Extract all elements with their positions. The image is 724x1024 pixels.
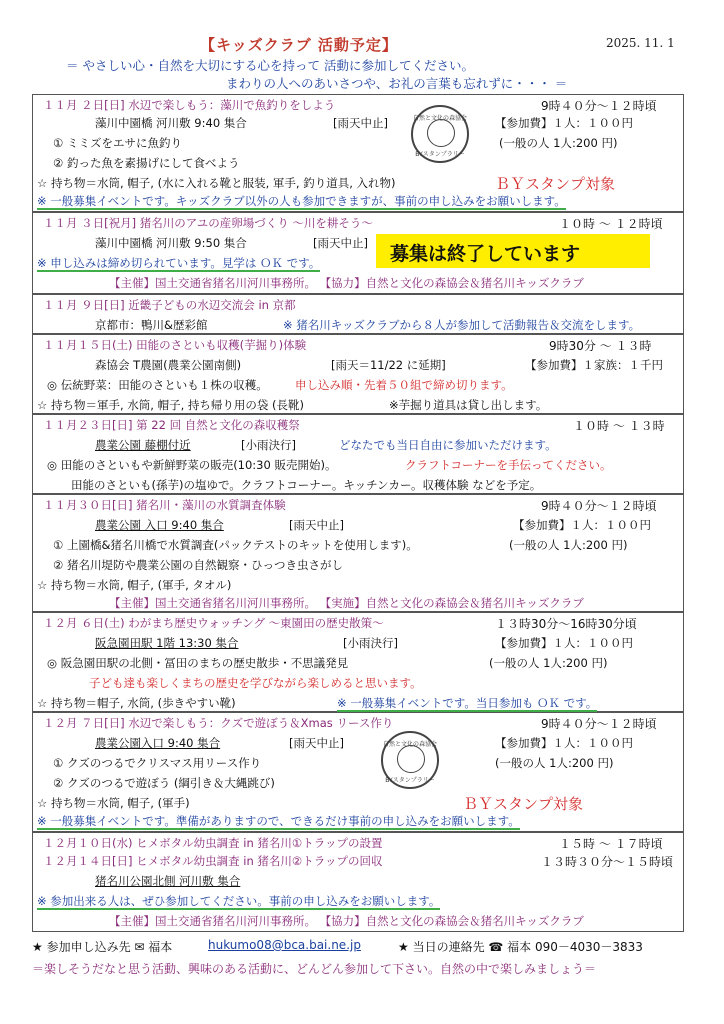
- event-nov-30: [32, 494, 684, 612]
- event-time: 9時４０分～１２時頃: [541, 99, 657, 113]
- event-item-1-red: 申し込み順・先着５０組で締め切ります。: [295, 378, 513, 392]
- event-note: ※ 一般募集イベントです。準備がありますので、できるだけ事前の申し込みをお願いします。: [37, 814, 520, 828]
- event-note: ※ 猪名川キッズクラブから８人が参加して活動報告＆交流をします。: [283, 318, 641, 332]
- event-fee-general: (一般の人 1人:200 円): [495, 756, 614, 770]
- event-item-1: ① 上園橋&猪名川橋で水質調査(パックテストのキットを使用します)。: [53, 538, 418, 552]
- event-fee-general: (一般の人 1人:200 円): [499, 136, 618, 150]
- event-dec-6: [32, 612, 684, 712]
- event-fee: 【参加費】１家族：１千円: [525, 358, 663, 372]
- closing-message: ＝楽しそうだなと思う活動、興味のある活動に、どんどん参加して下さい。自然の中で楽しみましょう＝: [32, 962, 597, 976]
- event-place: 農業公園 藤棚付近: [95, 438, 191, 452]
- event-place: 森協会 T農園(農業公園南側): [95, 358, 242, 372]
- by-stamp-icon: 自然と文化の森協会 BYスタンプラリー: [411, 105, 469, 163]
- event-heading: １１月３０日[日] 猪名川・藻川の水質調査体験: [43, 498, 286, 512]
- event-note: ※ 一般募集イベントです。キッズクラブ以外の人も参加できますが、事前の申し込みをお願いします。: [37, 194, 566, 208]
- event-heading: １１月 ３日[祝月] 猪名川のアユの産卵場づくり ～川を耕そう～: [43, 216, 373, 230]
- event-heading: １１月２３日[日] 第 22 回 自然と文化の森収穫祭: [43, 418, 300, 432]
- event-item-2: ② 猪名川堤防や農業公園の自然観察・ひっつき虫さがし: [53, 558, 343, 572]
- event-bring: ☆ 持ち物＝軍手, 水筒, 帽子, 持ち帰り用の袋 (長靴): [37, 398, 305, 412]
- event-fee-general: (一般の人 1人:200 円): [509, 538, 628, 552]
- event-weather: [小雨決行]: [343, 636, 398, 650]
- event-item-1-red: クラフトコーナーを手伝ってください。: [405, 458, 612, 472]
- event-note: ※ 申し込みは締め切られています。見学は ＯＫ です。: [37, 256, 321, 270]
- event-time: １０時 ～ １３時: [573, 419, 665, 433]
- event-item-1: ◎ 田能のさといもや新鮮野菜の販売(10:30 販売開始)。: [47, 458, 337, 472]
- event-place: 京都市：鴨川&歴彩館: [95, 318, 208, 332]
- event-note: ※ 一般募集イベントです。当日参加も ＯＫ です。: [337, 696, 598, 710]
- event-item-2: 田能のさといも(孫芋)の塩ゆで。クラフトコーナー。キッチンカー。収穫体験 などを予定。: [71, 478, 542, 492]
- event-place: 農業公園 入口 9:40 集合: [95, 518, 224, 532]
- event-bring: ☆ 持ち物＝水筒, 帽子, (水に入れる靴と服装, 軍手, 釣り道具, 入れ物): [37, 176, 396, 190]
- event-heading: １２月１０日(水) ヒメボタル幼虫調査 in 猪名川①トラップの設置: [43, 836, 383, 850]
- event-place: 藻川中園橋 河川敷 9:50 集合: [95, 236, 247, 250]
- event-sponsor: 【主催】国土交通省猪名川河川事務所。 【実施】自然と文化の森協会＆猪名川キッズクラブ: [109, 596, 584, 610]
- event-fee: 【参加費】１人：１００円: [513, 518, 651, 532]
- stamp-note: ＢＹスタンプ対象: [495, 175, 616, 193]
- event-item-1: ① ミミズをエサに魚釣り: [53, 136, 182, 150]
- stamp-note: ＢＹスタンプ対象: [463, 795, 584, 813]
- page-title: 【キッズクラブ 活動予定】: [200, 36, 398, 54]
- event-bring-note: ※芋掘り道具は貸し出します。: [389, 398, 548, 412]
- event-weather: [雨天中止]: [333, 116, 388, 130]
- day-contact: ★ 当日の連絡先 ☎ 福本 090－4030－3833: [398, 940, 643, 954]
- by-stamp-icon: 自然と文化の森協会 BYスタンプラリー: [381, 731, 439, 789]
- event-bring: ☆ 持ち物＝水筒, 帽子, (軍手): [37, 796, 190, 810]
- event-place: 阪急園田駅 1階 13:30 集合: [95, 636, 239, 650]
- event-fee: 【参加費】１人：１００円: [495, 736, 633, 750]
- event-item-1: ① クズのつるでクリスマス用リース作り: [53, 756, 262, 770]
- issue-date: 2025. 11. 1: [606, 36, 675, 50]
- event-heading-2: １２月１４日[日] ヒメボタル幼虫調査 in 猪名川②トラップの回収: [43, 854, 383, 868]
- event-nov-2: [32, 94, 684, 212]
- event-dec-10-14: [32, 832, 684, 932]
- event-nov-15: [32, 334, 684, 414]
- contact-label: ★ 参加申し込み先 ✉ 福本: [32, 940, 173, 954]
- event-time: １０時 ～ １２時頃: [559, 217, 663, 231]
- event-note: ※ 参加出来る人は、ぜひ参加してください。事前の申し込みをお願いします。: [37, 894, 441, 908]
- event-sponsor: 【主催】国土交通省猪名川河川事務所。 【協力】自然と文化の森協会＆猪名川キッズクラブ: [109, 276, 584, 290]
- contact-email[interactable]: hukumo08@bca.bai.ne.jp: [208, 938, 361, 952]
- event-weather: [小雨決行]: [241, 438, 296, 452]
- event-bring: ☆ 持ち物＝帽子, 水筒, (歩きやすい靴): [37, 696, 236, 710]
- intro-line-2: まわりの人へのあいさつや、お礼の言葉も忘れずに・・・ ＝: [226, 76, 568, 91]
- event-place: 猪名川公園北側 河川敷 集合: [95, 874, 241, 888]
- event-item-1: ◎ 伝統野菜：田能のさといも１株の収穫。: [47, 378, 268, 392]
- event-time: １５時 ～ １７時頃: [559, 837, 663, 851]
- event-heading: １２月 ７日[日] 水辺で楽しもう：クズで遊ぼう＆Xmas リース作り: [43, 716, 394, 730]
- event-heading: １１月１５日(土) 田能のさといも収穫(芋掘り)体験: [43, 338, 307, 352]
- event-time: 9時４０分～１２時頃: [541, 499, 657, 513]
- event-item-2: 子ども達も楽しくまちの歴史を学びながら楽しめると思います。: [89, 676, 422, 690]
- event-weather: [雨天中止]: [289, 518, 344, 532]
- event-time: 9時30分 ～ １３時: [549, 339, 652, 353]
- event-item-2: ② 釣った魚を素揚げにして食べよう: [53, 156, 240, 170]
- event-nov-23: [32, 414, 684, 494]
- event-place: 農業公園入口 9:40 集合: [95, 736, 221, 750]
- event-nov-9: [32, 294, 684, 334]
- event-bring: ☆ 持ち物＝水筒, 帽子, (軍手, タオル): [37, 578, 232, 592]
- event-item-1: ◎ 阪急園田駅の北側・冨田のまちの歴史散歩・不思議発見: [47, 656, 349, 670]
- intro-line-1: ＝ やさしい心・自然を大切にする心を持って 活動に参加してください。: [66, 58, 474, 73]
- event-time-2: １３時３０分～１５時頃: [541, 855, 674, 869]
- event-fee-general: (一般の人 1人:200 円): [489, 656, 608, 670]
- event-heading: １２月 ６日(土) わがまち歴史ウォッチング ～東園田の歴史散策～: [43, 616, 384, 630]
- event-heading: １１月 ２日[日] 水辺で楽しもう：藻川で魚釣りをしよう: [43, 98, 336, 112]
- event-note: どなたでも当日自由に参加いただけます。: [339, 438, 557, 452]
- event-sponsor: 【主催】国土交通省猪名川河川事務所。 【協力】自然と文化の森協会＆猪名川キッズクラブ: [109, 914, 584, 928]
- event-dec-7: [32, 712, 684, 832]
- event-item-2: ② クズのつるで遊ぼう (綱引き＆大縄跳び): [53, 776, 275, 790]
- closed-banner: 募集は終了しています: [376, 234, 650, 268]
- event-place: 藻川中園橋 河川敷 9:40 集合: [95, 116, 247, 130]
- event-fee: 【参加費】１人：１００円: [495, 116, 633, 130]
- event-weather: [雨天＝11/22 に延期]: [331, 358, 446, 372]
- event-time: 9時４０分～１２時頃: [541, 717, 657, 731]
- event-fee: 【参加費】１人：１００円: [495, 636, 633, 650]
- event-weather: [雨天中止]: [313, 236, 368, 250]
- event-heading: １１月 ９日[日] 近畿子どもの水辺交流会 in 京都: [43, 298, 296, 312]
- event-weather: [雨天中止]: [289, 736, 344, 750]
- event-time: １３時30分～16時30分頃: [495, 617, 637, 631]
